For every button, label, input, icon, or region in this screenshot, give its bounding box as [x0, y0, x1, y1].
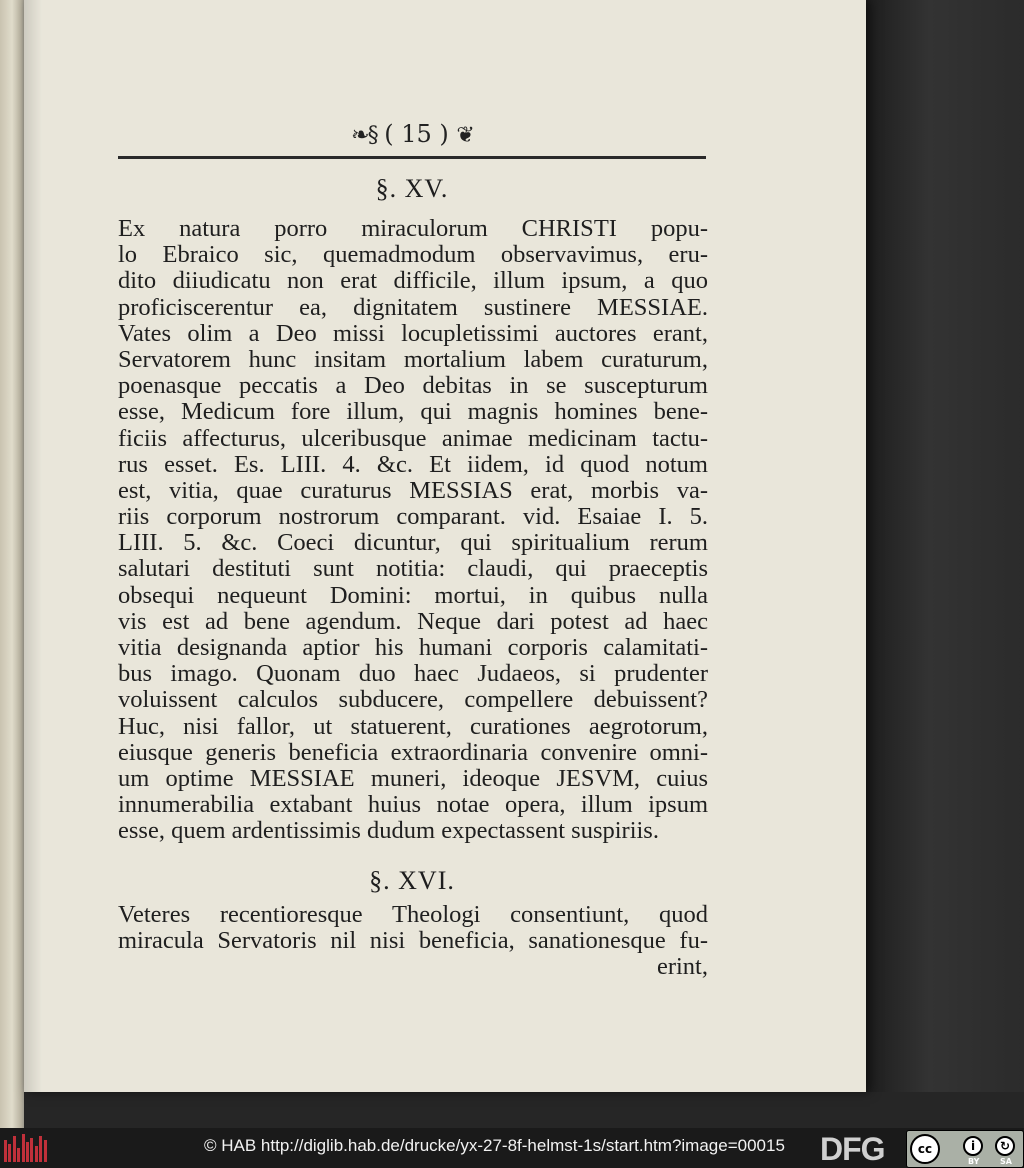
viewer-footer — [0, 1128, 1024, 1168]
left-ornament: ❧§ — [351, 123, 377, 148]
text-line: innumerabilia extabant huius notae opera, illum ipsum — [118, 791, 708, 819]
right-ornament: ❦ — [456, 123, 473, 148]
logo-bar — [4, 1140, 7, 1162]
logo-bar — [22, 1134, 25, 1162]
text-line: proficiscerentur ea, dignitatem sustinere MESSIAE. — [118, 293, 708, 321]
text-line: voluissent calculos subducere, compellere debuissent? — [118, 686, 708, 714]
text-line: dito diiudicatu non erat difficile, illum ipsum, a quo — [118, 267, 708, 295]
share-alike-icon: ↻ — [995, 1136, 1015, 1156]
text-line: LIII. 5. &c. Coeci dicuntur, qui spiritualium rerum — [118, 529, 708, 557]
logo-bar — [8, 1144, 11, 1162]
text-line: vitia designanda aptior his humani corporis calamitati- — [118, 634, 708, 661]
section-title: §. XVI. — [369, 866, 455, 895]
text-line: salutari destituti sunt notitia: claudi, qui praeceptis — [118, 555, 708, 583]
logo-bar — [44, 1140, 47, 1162]
attribution-icon: i — [963, 1136, 983, 1156]
text-line: Vates olim a Deo missi locupletissimi auctores erant, — [118, 319, 708, 347]
text-line: Huc, nisi fallor, ut statuerent, curationes aegrotorum, — [118, 712, 708, 740]
logo-bar — [13, 1136, 16, 1162]
text-line: riis corporum nostrorum comparant. vid. Esaiae I. 5. — [118, 503, 708, 531]
text-line: esse, quem ardentissimis dudum expectassent suspiriis. — [118, 817, 659, 845]
text-line: poenasque peccatis a Deo debitas in se suscepturum — [118, 372, 708, 400]
text-line: eiusque generis beneficia extraordinaria convenire omni- — [118, 738, 708, 766]
text-line: lo Ebraico sic, quemadmodum observavimus, eru- — [118, 241, 708, 269]
scan-right-shadow — [866, 0, 1024, 1128]
text-line: rus esset. Es. LIII. 4. &c. Et iidem, id quod notum — [118, 450, 708, 478]
text-line: est, vitia, quae curaturus MESSIAS erat, morbis va- — [118, 476, 708, 504]
text-line: erint, — [656, 953, 708, 981]
text-line: um optime MESSIAE muneri, ideoque JESVM, cuius — [118, 764, 708, 792]
text-line: Servatorem hunc insitam mortalium labem curaturum, — [118, 345, 708, 373]
page-header — [118, 120, 706, 154]
source-link[interactable]: © HAB http://diglib.hab.de/drucke/yx-27-8f-helmst-1s/start.htm?image=00015 — [204, 1136, 785, 1155]
license-label-by: BY — [968, 1157, 980, 1166]
text-line: bus imago. Quonam duo haec Judaeos, si prudenter — [118, 660, 708, 688]
logo-bar — [39, 1136, 42, 1162]
text-line: obsequi nequeunt Domini: mortui, in quibus nulla — [118, 581, 708, 609]
scan-bottom-shadow — [24, 1092, 1024, 1128]
dfg-logo[interactable]: DFG — [820, 1131, 885, 1167]
hab-logo-icon[interactable] — [4, 1134, 48, 1162]
license-label-sa: SA — [1000, 1157, 1012, 1166]
page-number: ( 15 ) — [384, 120, 449, 148]
section-title: §. XV. — [375, 174, 449, 203]
text-line: esse, Medicum fore illum, qui magnis homines bene- — [118, 398, 708, 426]
logo-bar — [35, 1146, 38, 1162]
text-line: Ex natura porro miraculorum CHRISTI popu- — [118, 215, 708, 242]
text-line: miracula Servatoris nil nisi beneficia, sanationesque fu- — [118, 927, 708, 955]
cc-icon: cc — [910, 1134, 940, 1164]
section-body — [118, 902, 708, 981]
text-line: vis est ad bene agendum. Neque dari potest ad haec — [118, 607, 708, 635]
header-rule — [118, 156, 706, 159]
logo-bar — [17, 1148, 20, 1162]
logo-bar — [30, 1138, 33, 1162]
section-body — [118, 216, 708, 845]
text-line: Veteres recentioresque Theologi consentiunt, quod — [118, 901, 708, 928]
license-badge[interactable] — [906, 1130, 1024, 1168]
text-line: ficiis affecturus, ulceribusque animae medicinam tactu- — [118, 424, 708, 452]
logo-bar — [26, 1142, 29, 1162]
